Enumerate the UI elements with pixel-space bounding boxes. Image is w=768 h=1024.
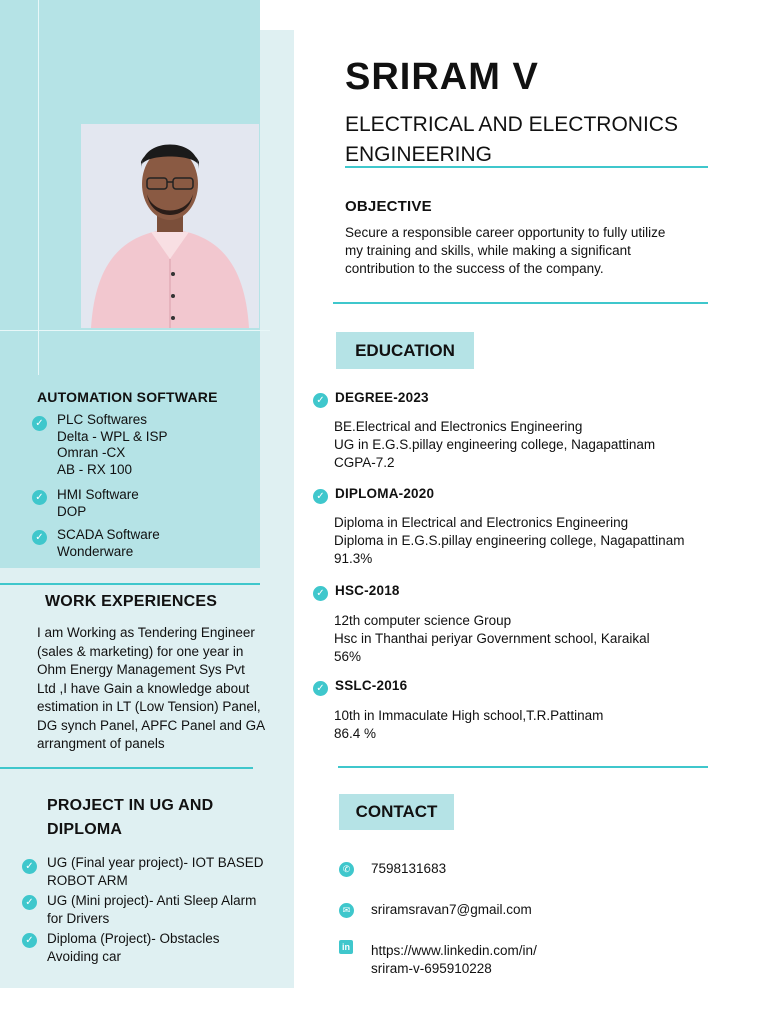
work-line: (sales & marketing) for one year in: [37, 643, 244, 659]
role-line: ELECTRICAL AND ELECTRONICS: [345, 113, 678, 136]
grid-line: [0, 330, 270, 331]
education-line: 86.4 %: [334, 726, 377, 741]
education-line: CGPA-7.2: [334, 455, 395, 470]
check-icon: ✓: [32, 530, 47, 545]
header-divider: [345, 166, 708, 168]
education-heading: HSC-2018: [335, 583, 400, 598]
education-line: Diploma in Electrical and Electronics Engineering: [334, 515, 629, 530]
contact-email[interactable]: sriramsravan7@gmail.com: [371, 902, 532, 917]
automation-line: HMI Software: [57, 487, 139, 502]
education-line: 10th in Immaculate High school,T.R.Pattinam: [334, 708, 604, 723]
projects-title: [47, 794, 213, 842]
objective-line: contribution to the success of the company.: [345, 261, 604, 276]
check-icon: ✓: [22, 895, 37, 910]
person-image: [81, 124, 259, 328]
project-line: ROBOT ARM: [47, 873, 128, 888]
education-line: BE.Electrical and Electronics Engineering: [334, 419, 583, 434]
check-icon: ✓: [313, 586, 328, 601]
check-icon: ✓: [32, 490, 47, 505]
education-heading: SSLC-2016: [335, 678, 408, 693]
education-line: 56%: [334, 649, 362, 664]
automation-item: [57, 412, 168, 478]
work-line: Ohm Energy Management Sys Pvt: [37, 662, 245, 677]
project-item: [47, 930, 287, 966]
role-line: ENGINEERING: [345, 143, 493, 166]
automation-item: [57, 487, 139, 520]
projects-title-line: DIPLOMA: [47, 821, 123, 838]
check-icon: ✓: [313, 393, 328, 408]
accent-strip: [260, 30, 294, 988]
work-line: Ltd ,I have Gain a knowledge about: [37, 680, 250, 696]
education-details: [334, 612, 754, 666]
education-line: 91.3%: [334, 551, 373, 566]
check-icon: ✓: [22, 859, 37, 874]
work-line: arrangment of panels: [37, 736, 165, 751]
project-item: [47, 892, 287, 928]
check-icon: ✓: [313, 489, 328, 504]
automation-line: Omran -CX: [57, 445, 126, 460]
grid-line: [38, 0, 39, 375]
check-icon: ✓: [22, 933, 37, 948]
automation-line: DOP: [57, 503, 87, 519]
education-details: [334, 418, 754, 472]
education-details: [334, 707, 754, 743]
objective-divider: [333, 302, 708, 304]
education-heading: DIPLOMA-2020: [335, 486, 435, 501]
project-item: [47, 854, 287, 890]
objective-title: OBJECTIVE: [345, 198, 432, 215]
project-line: Diploma (Project)- Obstacles: [47, 931, 220, 946]
automation-divider: [0, 583, 260, 585]
objective-line: Secure a responsible career opportunity to fully utilize: [345, 225, 666, 240]
education-details: [334, 514, 754, 568]
work-divider: [0, 767, 253, 769]
automation-line: PLC Softwares: [57, 412, 148, 427]
work-line: DG synch Panel, APFC Panel and GA: [37, 717, 266, 733]
linkedin-line[interactable]: https://www.linkedin.com/in/: [371, 943, 537, 958]
automation-title: AUTOMATION SOFTWARE: [37, 389, 218, 405]
candidate-name: SRIRAM V: [345, 56, 539, 98]
education-line: 12th computer science Group: [334, 613, 512, 628]
objective-line: my training and skills, while making a significant: [345, 243, 631, 258]
work-line: I am Working as Tendering Engineer: [37, 625, 255, 640]
objective-text: [345, 224, 715, 278]
candidate-role: [345, 110, 725, 170]
work-text: [37, 624, 287, 754]
check-icon: ✓: [32, 416, 47, 431]
work-line: estimation in LT (Low Tension) Panel,: [37, 699, 261, 714]
project-line: Avoiding car: [47, 949, 122, 964]
automation-item: [57, 527, 160, 560]
education-line: Hsc in Thanthai periyar Government school, Karaikal: [334, 631, 650, 646]
linkedin-icon: in: [339, 940, 353, 954]
linkedin-line[interactable]: sriram-v-695910228: [371, 961, 492, 976]
education-heading: DEGREE-2023: [335, 390, 429, 405]
automation-line: Wonderware: [57, 543, 134, 559]
contact-title: CONTACT: [339, 794, 454, 830]
education-line: Diploma in E.G.S.pillay engineering college, Nagapattinam: [334, 533, 685, 548]
phone-icon: ✆: [339, 862, 354, 877]
automation-line: AB - RX 100: [57, 461, 133, 477]
email-icon: ✉: [339, 903, 354, 918]
education-divider: [338, 766, 708, 768]
project-line: UG (Final year project)- IOT BASED: [47, 855, 264, 870]
profile-photo: [81, 124, 259, 328]
contact-phone[interactable]: 7598131683: [371, 861, 447, 876]
contact-linkedin[interactable]: [371, 942, 537, 978]
automation-line: SCADA Software: [57, 527, 160, 542]
automation-line: Delta - WPL & ISP: [57, 428, 168, 444]
check-icon: ✓: [313, 681, 328, 696]
project-line: for Drivers: [47, 911, 110, 926]
project-line: UG (Mini project)- Anti Sleep Alarm: [47, 893, 257, 908]
education-line: UG in E.G.S.pillay engineering college, Nagapattinam: [334, 437, 656, 452]
work-title: WORK EXPERIENCES: [45, 593, 218, 610]
projects-title-line: PROJECT IN UG AND: [47, 797, 214, 814]
education-title: EDUCATION: [336, 332, 474, 369]
